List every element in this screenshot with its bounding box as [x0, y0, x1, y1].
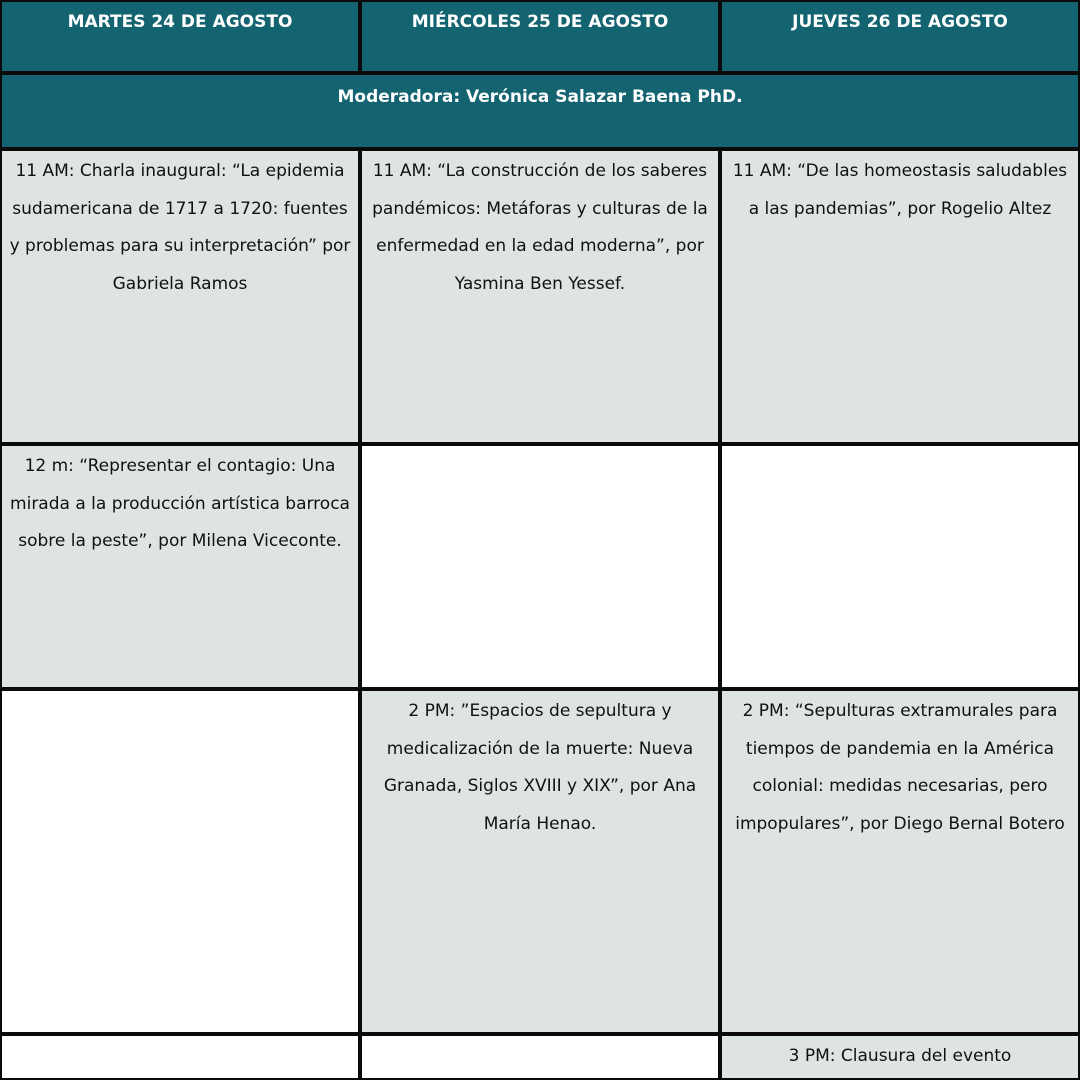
- day-header-thursday: [722, 2, 1078, 71]
- empty-cell: [2, 1036, 358, 1078]
- day-header-tuesday: [2, 2, 358, 71]
- empty-cell: [362, 1036, 718, 1078]
- session-text: 11 AM: Charla inaugural: “La epidemia sudamericana de 1717 a 1720: fuentes y problemas para su interpretación” por Gabriela Ramos: [9, 161, 351, 294]
- session-cell: [2, 446, 358, 687]
- session-cell: [362, 691, 718, 1032]
- session-text: 11 AM: “La construcción de los saberes pandémicos: Metáforas y culturas de la enfermedad en la edad moderna”, por Yasmina Ben Yessef.: [372, 161, 708, 294]
- session-text: 2 PM: “Sepulturas extramurales para tiempos de pandemia en la América colonial: medidas necesarias, pero impopulares”, por Diego Bernal Botero: [735, 701, 1065, 834]
- empty-cell: [362, 446, 718, 687]
- session-cell: [722, 691, 1078, 1032]
- day-header-label: MARTES 24 DE AGOSTO: [67, 12, 293, 32]
- session-text: 2 PM: ”Espacios de sepultura y medicalización de la muerte: Nueva Granada, Siglos XVIII y XIX”, por Ana María Henao.: [383, 701, 697, 834]
- empty-cell: [722, 446, 1078, 687]
- session-text: 11 AM: “De las homeostasis saludables a las pandemias”, por Rogelio Altez: [732, 161, 1068, 219]
- day-header-wednesday: [362, 2, 718, 71]
- moderator-row: [2, 75, 1078, 147]
- session-cell: [2, 151, 358, 442]
- moderator-label: Moderadora: Verónica Salazar Baena PhD.: [337, 87, 743, 107]
- empty-cell: [2, 691, 358, 1032]
- day-header-label: JUEVES 26 DE AGOSTO: [792, 12, 1008, 32]
- day-header-label: MIÉRCOLES 25 DE AGOSTO: [411, 12, 669, 32]
- session-text: 12 m: “Representar el contagio: Una mirada a la producción artística barroca sobre la peste”, por Milena Viceconte.: [10, 456, 350, 551]
- closing-cell: [722, 1036, 1078, 1078]
- session-cell: [722, 151, 1078, 442]
- session-cell: [362, 151, 718, 442]
- session-text: 3 PM: Clausura del evento: [788, 1046, 1012, 1066]
